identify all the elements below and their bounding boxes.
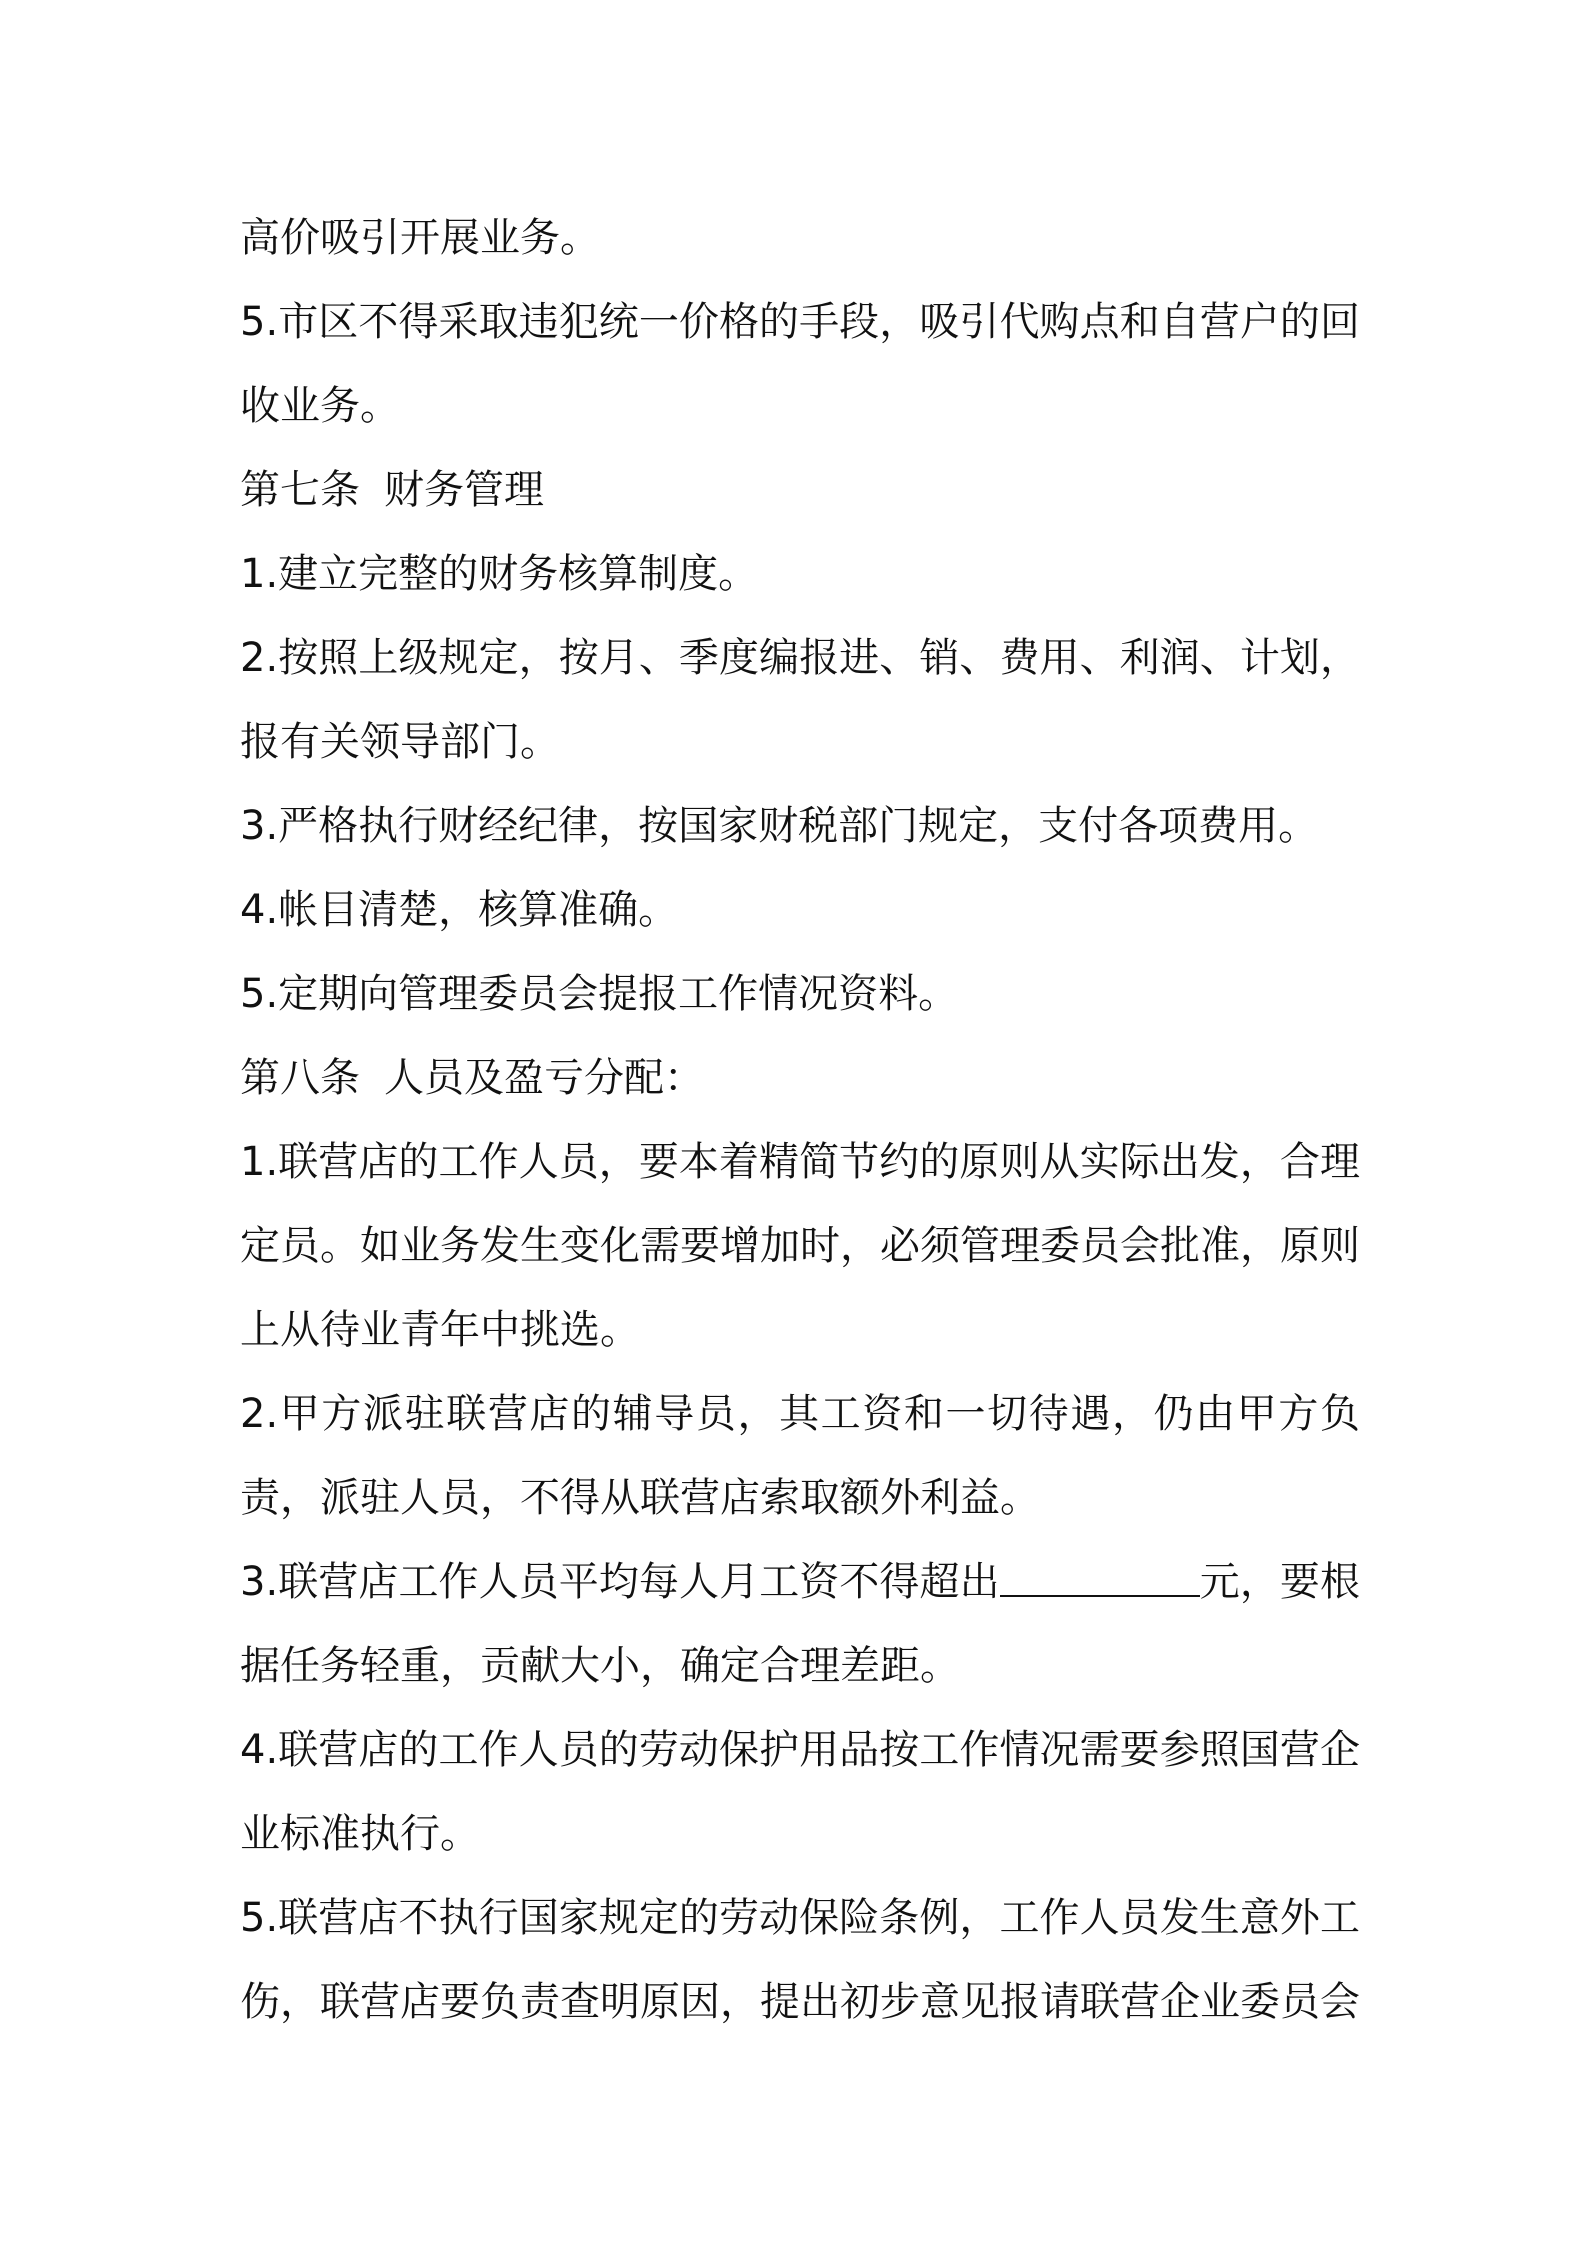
paragraph-item: 4.联营店的工作人员的劳动保护用品按工作情况需要参照国营企业标准执行。	[240, 1727, 1360, 1857]
paragraph-text-before-blank: 3.联营店工作人员平均每人月工资不得超出	[240, 1559, 1000, 1605]
article-title: 人员及盈亏分配：	[384, 1055, 704, 1101]
document-body	[240, 196, 1360, 2044]
article-heading-8	[240, 1036, 1360, 1120]
paragraph-item: 1.联营店的工作人员，要本着精简节约的原则从实际出发，合理定员。如业务发生变化需要增加时，必须管理委员会批准，原则上从待业青年中挑选。	[240, 1139, 1360, 1353]
paragraph-item: 5.联营店不执行国家规定的劳动保险条例，工作人员发生意外工伤，联营店要负责查明原因，提出初步意见报请联营企业委员会	[240, 1895, 1360, 2025]
fill-in-blank	[1000, 1555, 1200, 1597]
paragraph-item: 3.严格执行财经纪律，按国家财税部门规定，支付各项费用。	[240, 803, 1319, 849]
paragraph-item: 2.甲方派驻联营店的辅导员，其工资和一切待遇，仍由甲方负责，派驻人员，不得从联营店索取额外利益。	[240, 1391, 1360, 1521]
paragraph-item: 5.定期向管理委员会提报工作情况资料。	[240, 971, 959, 1017]
paragraph-item-with-blank	[240, 1540, 1360, 1708]
article-number: 第七条	[240, 467, 360, 513]
article-number: 第八条	[240, 1055, 360, 1101]
paragraph-item: 4.帐目清楚，核算准确。	[240, 887, 679, 933]
paragraph-item: 2.按照上级规定，按月、季度编报进、销、费用、利润、计划，报有关领导部门。	[240, 635, 1360, 765]
paragraph-text-after-blank: 元，要根据任务轻重，贡献大小，确定合理差距。	[240, 1559, 1361, 1689]
paragraph-item: 5.市区不得采取违犯统一价格的手段，吸引代购点和自营户的回收业务。	[240, 299, 1360, 429]
paragraph-item: 1.建立完整的财务核算制度。	[240, 551, 759, 597]
article-title: 财务管理	[384, 467, 544, 513]
article-heading-7	[240, 448, 1360, 532]
paragraph-continuation: 高价吸引开展业务。	[240, 215, 600, 261]
